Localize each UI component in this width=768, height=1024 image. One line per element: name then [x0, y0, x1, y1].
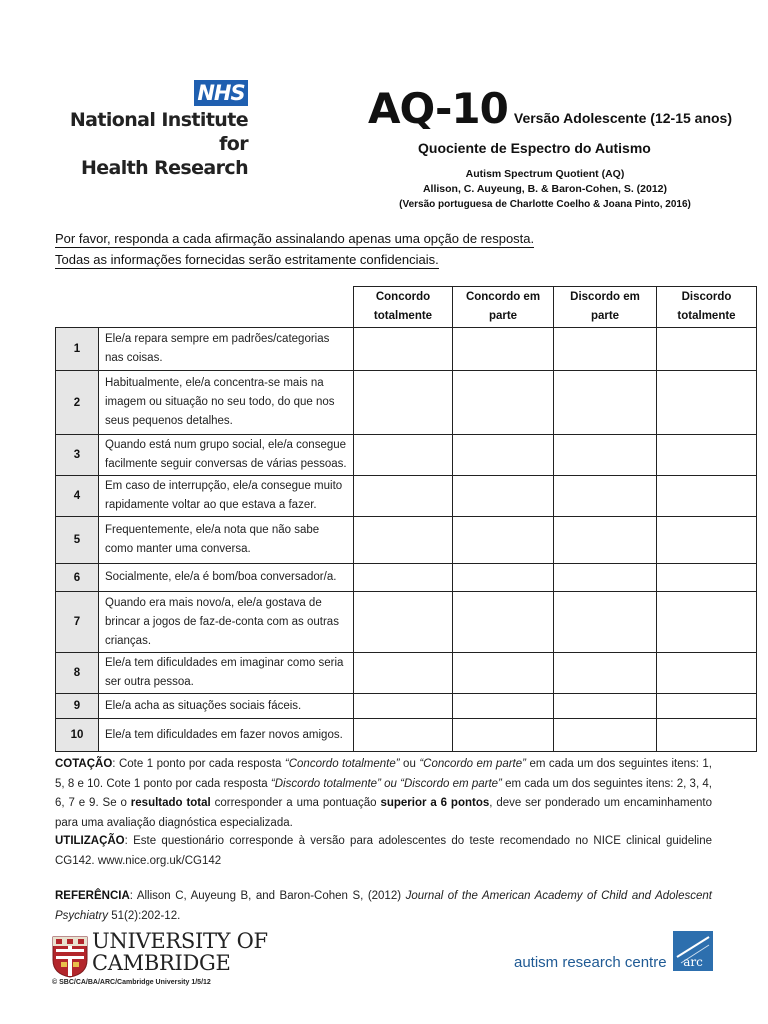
item-text: Quando era mais novo/a, ele/a gostava de brincar a jogos de faz-de-conta com as outras crianças.: [99, 592, 354, 653]
instruction-line-2: Todas as informações fornecidas serão estritamente confidenciais.: [55, 252, 439, 267]
answer-cell[interactable]: [554, 476, 657, 517]
answer-cell[interactable]: [657, 592, 757, 653]
table-row: [56, 564, 757, 592]
page-title: AQ-10: [368, 84, 508, 133]
answer-cell[interactable]: [657, 328, 757, 371]
citation-line-2: Allison, C. Auyeung, B. & Baron-Cohen, S. (2012): [422, 183, 668, 195]
header-blank: [56, 287, 354, 328]
item-number: 4: [56, 476, 99, 517]
answer-cell[interactable]: [554, 517, 657, 564]
item-text: Ele/a repara sempre em padrões/categorias nas coisas.: [99, 328, 354, 371]
reference-paragraph: REFERÊNCIA: Allison C, Auyeung B, and Baron-Cohen S, (2012) Journal of the American Academy of Child and Adolescent Psychiatry 51(2):202-12.: [55, 890, 712, 922]
nihr-logo-text: [66, 108, 248, 180]
table-row: [56, 653, 757, 694]
title-line: [368, 84, 732, 133]
answer-cell[interactable]: [657, 564, 757, 592]
subtitle: Quociente de Espectro do Autismo: [418, 140, 651, 156]
answer-cell[interactable]: [657, 371, 757, 435]
scoring-label: COTAÇÃO: [55, 758, 113, 770]
answer-cell[interactable]: [354, 719, 453, 752]
item-number: 10: [56, 719, 99, 752]
answer-cell[interactable]: [554, 371, 657, 435]
answer-cell[interactable]: [554, 564, 657, 592]
version-label: Versão Adolescente (12-15 anos): [513, 110, 733, 126]
org-line-1: National Institute for: [69, 109, 248, 155]
arc-wordmark: autism research centre: [514, 954, 667, 971]
nhs-logo: NHS: [194, 80, 248, 106]
answer-cell[interactable]: [554, 328, 657, 371]
column-header: Concordo totalmente: [354, 287, 453, 328]
answer-cell[interactable]: [354, 653, 453, 694]
item-number: 3: [56, 435, 99, 476]
answer-cell[interactable]: [354, 517, 453, 564]
arc-logo: [673, 931, 713, 971]
item-text: Ele/a tem dificuldades em fazer novos amigos.: [99, 719, 354, 752]
reference-label: REFERÊNCIA: [55, 890, 130, 902]
answer-cell[interactable]: [453, 435, 554, 476]
table-row: [56, 476, 757, 517]
answer-cell[interactable]: [453, 328, 554, 371]
org-line-2: Health Research: [80, 157, 248, 179]
answer-cell[interactable]: [554, 694, 657, 719]
item-number: 6: [56, 564, 99, 592]
table-row: [56, 719, 757, 752]
answer-cell[interactable]: [354, 592, 453, 653]
answer-cell[interactable]: [453, 371, 554, 435]
answer-cell[interactable]: [453, 476, 554, 517]
item-text: Quando está num grupo social, ele/a consegue facilmente seguir conversas de várias pessoas.: [99, 435, 354, 476]
answer-cell[interactable]: [453, 592, 554, 653]
item-text: Ele/a tem dificuldades em imaginar como seria ser outra pessoa.: [99, 653, 354, 694]
table-row: [56, 435, 757, 476]
usage-label: UTILIZAÇÃO: [55, 835, 125, 847]
column-header: Concordo em parte: [453, 287, 554, 328]
item-text: Habitualmente, ele/a concentra-se mais na imagem ou situação no seu todo, do que nos seus pequenos detalhes.: [99, 371, 354, 435]
answer-cell[interactable]: [354, 476, 453, 517]
answer-cell[interactable]: [657, 694, 757, 719]
table-row: [56, 371, 757, 435]
table-row: [56, 328, 757, 371]
answer-cell[interactable]: [554, 592, 657, 653]
citation-line-3: (Versão portuguesa de Charlotte Coelho & Joana Pinto, 2016): [399, 199, 691, 210]
item-number: 1: [56, 328, 99, 371]
column-header: Discordo em parte: [554, 287, 657, 328]
answer-cell[interactable]: [657, 719, 757, 752]
answer-cell[interactable]: [453, 564, 554, 592]
answer-cell[interactable]: [453, 517, 554, 564]
item-text: Em caso de interrupção, ele/a consegue muito rapidamente voltar ao que estava a fazer.: [99, 476, 354, 517]
cambridge-crest-icon: [52, 936, 88, 978]
answer-cell[interactable]: [354, 328, 453, 371]
answer-cell[interactable]: [354, 371, 453, 435]
item-text: Frequentemente, ele/a nota que não sabe como manter uma conversa.: [99, 517, 354, 564]
item-number: 8: [56, 653, 99, 694]
answer-cell[interactable]: [354, 564, 453, 592]
item-text: Ele/a acha as situações sociais fáceis.: [99, 694, 354, 719]
item-number: 9: [56, 694, 99, 719]
cambridge-wordmark: UNIVERSITY OF CAMBRIDGE: [92, 929, 268, 975]
copyright-note: © SBC/CA/BA/ARC/Cambridge University 1/5/12: [52, 979, 211, 986]
answer-cell[interactable]: [453, 694, 554, 719]
item-text: Socialmente, ele/a é bom/boa conversador/a.: [99, 564, 354, 592]
column-header: Discordo totalmente: [657, 287, 757, 328]
item-number: 5: [56, 517, 99, 564]
item-number: 7: [56, 592, 99, 653]
answer-cell[interactable]: [354, 435, 453, 476]
answer-cell[interactable]: [554, 719, 657, 752]
instruction-line-1: Por favor, responda a cada afirmação assinalando apenas uma opção de resposta.: [55, 231, 535, 246]
scoring-paragraph: COTAÇÃO: Cote 1 ponto por cada resposta “Concordo totalmente” ou “Concordo em parte” em cada um dos seguintes itens: 1, 5, 8 e 10. Cote 1 ponto por cada resposta “Discordo totalmente” ou “Discordo em parte” em cada um dos seguintes itens: 2, 3, 4, 6, 7 e 9. Se o resultado total corresponder a uma pontuação superior a 6 pontos, deve ser ponderado um encaminhamento para uma avaliação diagnóstica especializada.: [55, 758, 713, 829]
answer-cell[interactable]: [453, 653, 554, 694]
answer-cell[interactable]: [657, 653, 757, 694]
answer-cell[interactable]: [657, 476, 757, 517]
usage-paragraph: UTILIZAÇÃO: Este questionário corresponde à versão para adolescentes do teste recomendado no NICE clinical guideline CG142. www.nice.org.uk/CG142: [55, 835, 712, 867]
table-header-row: [56, 287, 757, 328]
arc-logo-text: arc: [683, 955, 703, 969]
questionnaire-table: [55, 286, 757, 752]
answer-cell[interactable]: [554, 653, 657, 694]
table-row: [56, 592, 757, 653]
answer-cell[interactable]: [554, 435, 657, 476]
item-number: 2: [56, 371, 99, 435]
answer-cell[interactable]: [657, 435, 757, 476]
table-row: [56, 517, 757, 564]
citation-line-1: Autism Spectrum Quotient (AQ): [465, 168, 625, 180]
answer-cell[interactable]: [354, 694, 453, 719]
table-row: [56, 694, 757, 719]
answer-cell[interactable]: [453, 719, 554, 752]
answer-cell[interactable]: [657, 517, 757, 564]
